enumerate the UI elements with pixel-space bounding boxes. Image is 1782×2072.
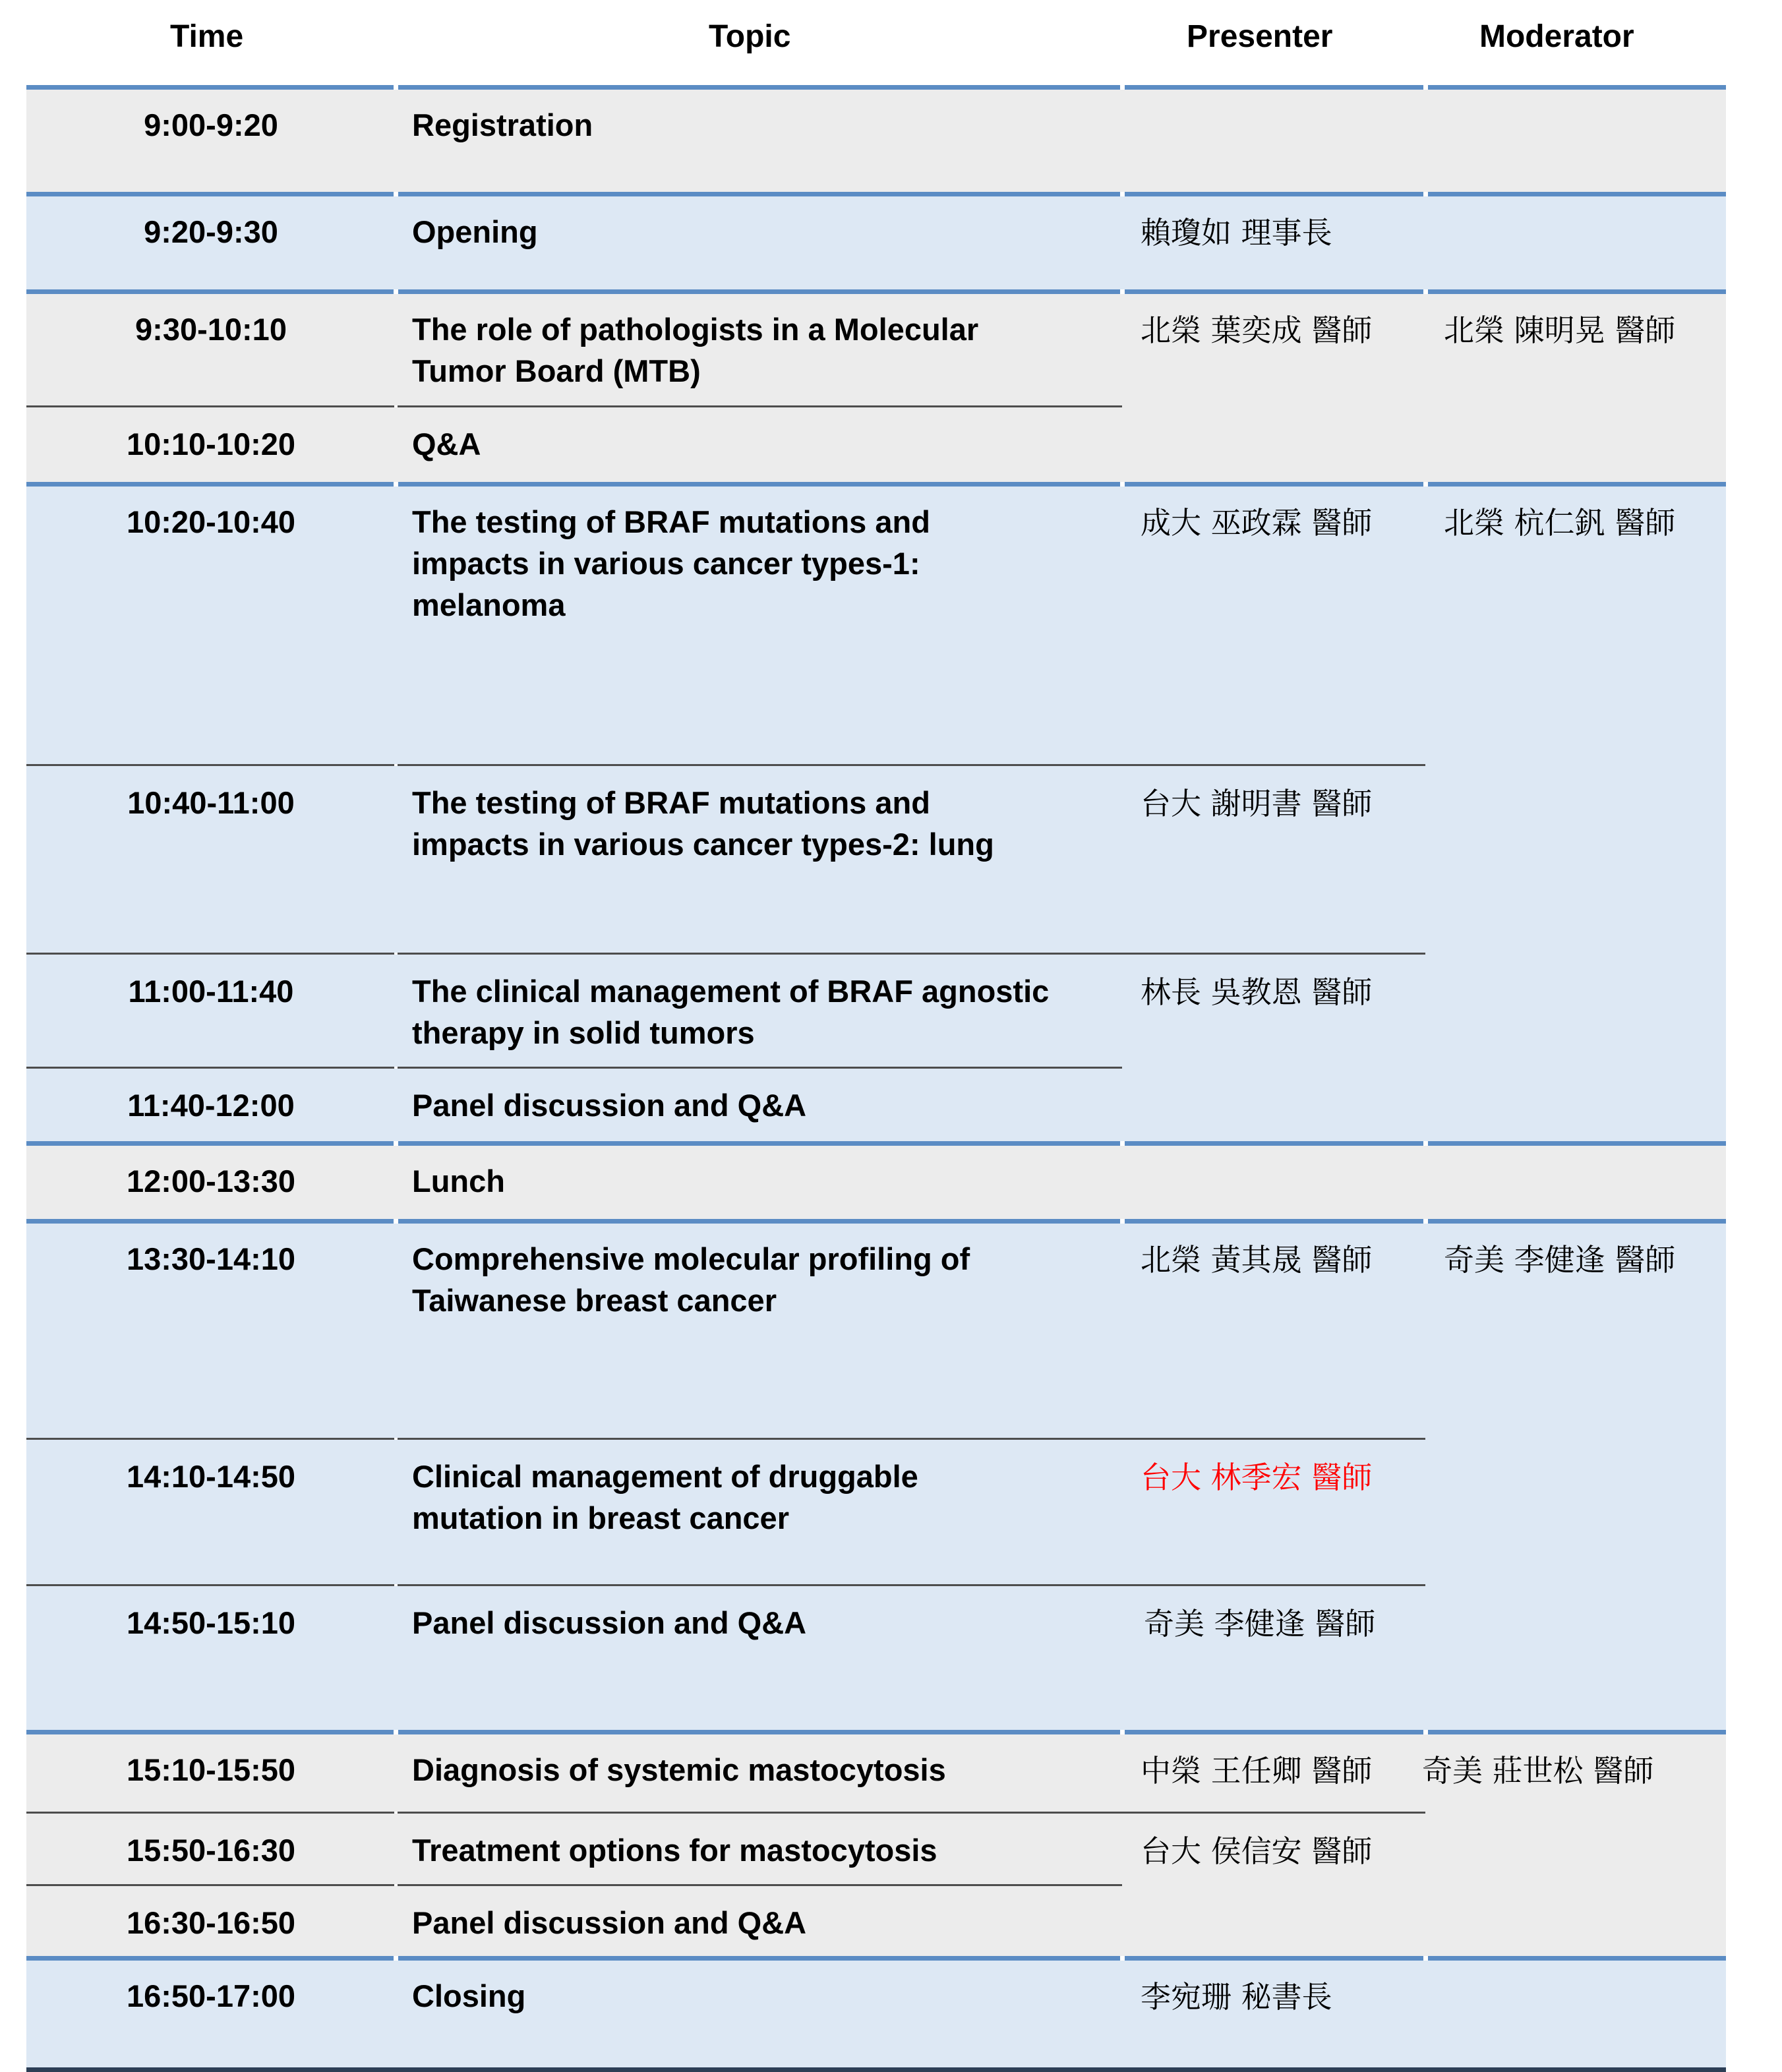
session-time: 16:30-16:50 — [126, 1905, 296, 1940]
session-topic-line: Tumor Board (MTB) — [412, 353, 701, 388]
session-topic-line: Panel discussion and Q&A — [412, 1605, 807, 1640]
session-time: 10:10-10:20 — [126, 427, 296, 461]
session-time: 14:10-14:50 — [126, 1459, 296, 1494]
column-gap — [1120, 192, 1125, 196]
session-topic-line: therapy in solid tumors — [412, 1015, 755, 1050]
column-gap — [1423, 1956, 1428, 1961]
session-presenter: 北榮 葉奕成 醫師 — [1141, 312, 1373, 348]
section-divider — [26, 482, 1726, 487]
row-divider — [26, 1884, 1122, 1886]
column-gap — [1120, 1141, 1125, 1146]
header-presenter: Presenter — [1187, 19, 1333, 54]
section-divider — [26, 1141, 1726, 1146]
session-time: 9:00-9:20 — [144, 107, 278, 142]
row-divider — [26, 764, 1425, 766]
section-divider — [26, 85, 1726, 90]
session-topic-line: impacts in various cancer types-2: lung — [412, 827, 994, 862]
session-presenter: 賴瓊如 理事長 — [1141, 215, 1332, 251]
session-topic-line: Panel discussion and Q&A — [412, 1088, 807, 1123]
column-gap — [394, 289, 398, 294]
header-time: Time — [170, 19, 244, 54]
session-time: 11:00-11:40 — [128, 974, 294, 1009]
column-gap — [1120, 289, 1125, 294]
session-topic-line: Clinical management of druggable — [412, 1459, 918, 1494]
column-gap — [1423, 1730, 1428, 1734]
session-topic-line: Closing — [412, 1978, 526, 2013]
session-presenter: 李宛珊 秘書長 — [1141, 1979, 1332, 2015]
column-gap — [394, 1956, 398, 1961]
column-gap — [1423, 1219, 1428, 1224]
session-topic-line: Registration — [412, 107, 593, 142]
session-moderator: 奇美 李健逢 醫師 — [1444, 1242, 1676, 1278]
session-time: 15:10-15:50 — [126, 1752, 296, 1787]
column-gap — [1120, 1730, 1125, 1734]
session-time: 11:40-12:00 — [127, 1088, 295, 1123]
session-topic-line: The clinical management of BRAF agnostic — [412, 974, 1050, 1009]
header-topic: Topic — [709, 19, 791, 54]
session-moderator: 奇美 莊世松 醫師 — [1422, 1753, 1654, 1789]
session-topic-line: Treatment options for mastocytosis — [412, 1833, 937, 1868]
column-gap — [394, 85, 398, 90]
column-gap — [394, 1219, 398, 1224]
column-gap — [394, 482, 398, 487]
section-divider — [26, 1730, 1726, 1734]
column-gap — [394, 192, 398, 196]
session-time: 16:50-17:00 — [126, 1978, 296, 2013]
row-divider — [26, 1067, 1122, 1069]
session-presenter: 北榮 黃其晟 醫師 — [1141, 1242, 1373, 1278]
session-moderator: 北榮 陳明晃 醫師 — [1444, 312, 1676, 348]
row-divider — [26, 1438, 1425, 1440]
row-divider — [26, 1584, 1425, 1586]
column-gap — [1120, 482, 1125, 487]
column-gap — [1423, 85, 1428, 90]
session-topic-line: The testing of BRAF mutations and — [412, 504, 930, 539]
session-time: 10:20-10:40 — [126, 504, 296, 539]
column-gap — [394, 1438, 398, 1440]
session-topic-line: Q&A — [412, 427, 481, 461]
session-topic-line: The testing of BRAF mutations and — [412, 785, 930, 820]
column-gap — [394, 953, 398, 955]
session-topic-line: impacts in various cancer types-1: — [412, 546, 920, 581]
column-gap — [1423, 289, 1428, 294]
session-topic-line: Opening — [412, 214, 538, 249]
column-gap — [394, 405, 398, 407]
column-gap — [394, 1067, 398, 1069]
session-presenter: 台大 林季宏 醫師 — [1141, 1460, 1373, 1495]
column-gap — [1120, 1956, 1125, 1961]
table-bottom-rule — [26, 2067, 1726, 2072]
session-topic-line: The role of pathologists in a Molecular — [412, 312, 979, 347]
section-divider — [26, 1219, 1726, 1224]
column-gap — [1423, 192, 1428, 196]
row-divider — [26, 1812, 1425, 1814]
session-time: 9:30-10:10 — [135, 312, 287, 347]
session-time: 13:30-14:10 — [126, 1241, 296, 1276]
session-topic-line: Diagnosis of systemic mastocytosis — [412, 1752, 946, 1787]
column-gap — [1423, 482, 1428, 487]
row-divider — [26, 953, 1425, 955]
column-gap — [1120, 85, 1125, 90]
session-presenter: 林長 吳教恩 醫師 — [1141, 974, 1373, 1010]
header-moderator: Moderator — [1479, 19, 1634, 54]
session-presenter: 中榮 王任卿 醫師 — [1141, 1753, 1373, 1789]
session-presenter: 台大 侯信安 醫師 — [1141, 1833, 1373, 1869]
session-topic-line: melanoma — [412, 587, 566, 622]
session-time: 12:00-13:30 — [126, 1164, 296, 1199]
column-gap — [1423, 1141, 1428, 1146]
section-divider — [26, 1956, 1726, 1961]
session-moderator: 北榮 杭仁釩 醫師 — [1444, 505, 1676, 541]
column-gap — [394, 1812, 398, 1814]
section-divider — [26, 289, 1726, 294]
session-presenter: 成大 巫政霖 醫師 — [1141, 505, 1373, 541]
column-gap — [394, 1141, 398, 1146]
session-time: 15:50-16:30 — [126, 1833, 296, 1868]
session-presenter: 奇美 李健逢 醫師 — [1144, 1606, 1376, 1642]
column-gap — [394, 764, 398, 766]
section-divider — [26, 192, 1726, 196]
session-topic-line: Taiwanese breast cancer — [412, 1283, 777, 1318]
column-gap — [394, 1730, 398, 1734]
column-gap — [394, 1884, 398, 1886]
session-presenter: 台大 謝明書 醫師 — [1141, 786, 1373, 821]
session-topic-line: mutation in breast cancer — [412, 1500, 789, 1535]
session-topic-line: Panel discussion and Q&A — [412, 1905, 807, 1940]
session-topic-line: Comprehensive molecular profiling of — [412, 1241, 970, 1276]
session-time: 9:20-9:30 — [144, 214, 278, 249]
session-time: 14:50-15:10 — [126, 1605, 296, 1640]
column-gap — [1120, 1219, 1125, 1224]
column-gap — [394, 1584, 398, 1586]
session-time: 10:40-11:00 — [127, 785, 295, 820]
row-divider — [26, 405, 1122, 407]
session-topic-line: Lunch — [412, 1164, 505, 1199]
